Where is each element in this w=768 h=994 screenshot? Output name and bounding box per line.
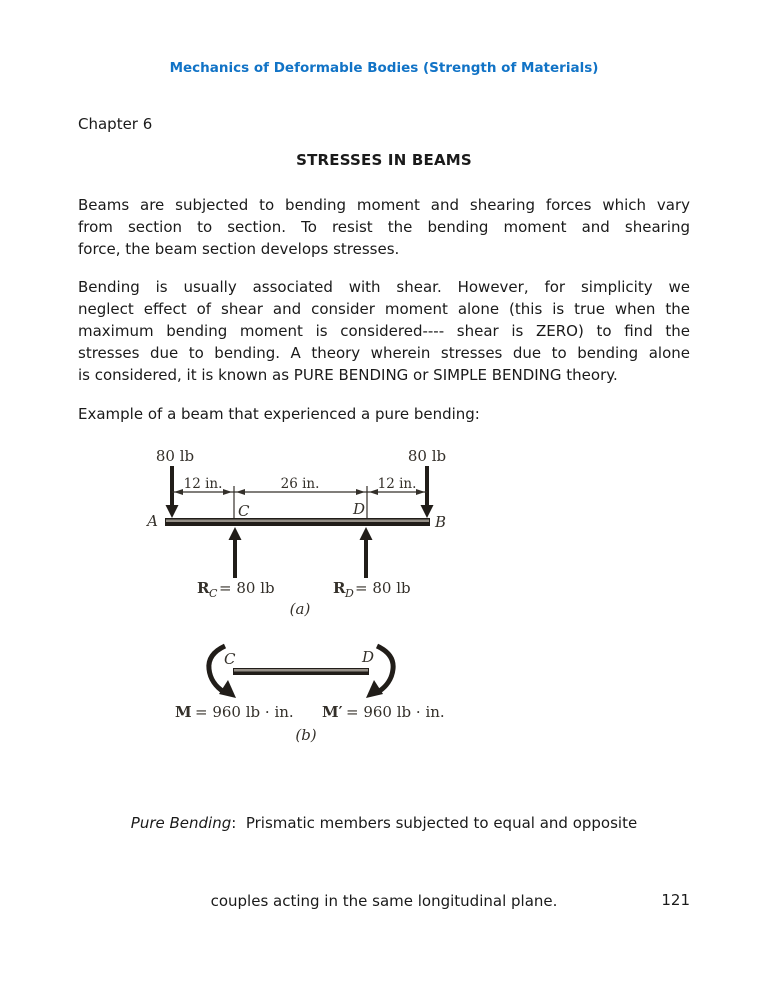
beam-figure (120, 438, 480, 750)
page-title: STRESSES IN BEAMS (296, 151, 472, 169)
paragraph-2-line: is considered, it is known as PURE BENDING or SIMPLE BENDING theory. (78, 366, 618, 384)
paragraph-1-line: force, the beam section develops stresses. (78, 240, 400, 258)
page-number: 121 (661, 891, 690, 909)
rd-value: = 80 lb (355, 579, 411, 597)
page-header: Mechanics of Deformable Bodies (Strength of Materials) (169, 60, 599, 76)
left-load-label: 80 lb (155, 447, 195, 465)
figure-caption-line2: couples acting in the same longitudinal plane. (210, 892, 558, 910)
m-value: = 960 lb · in. (195, 703, 294, 721)
rd-symbol: R (333, 579, 346, 597)
rc-subscript: C (209, 587, 218, 600)
m-prime-symbol: M′ (322, 703, 343, 721)
figure-caption-line1 (0, 810, 768, 836)
rc-symbol: R (197, 579, 210, 597)
moment-arc-right-icon (377, 646, 393, 692)
b-point-d-label: D (362, 648, 375, 666)
paragraph-1 (78, 194, 690, 260)
paragraph-1-line: from section to section. To resist the bending moment and shearing (78, 218, 690, 236)
left-load-arrowhead-icon (166, 505, 179, 518)
point-c-label: C (238, 502, 250, 520)
paragraph-2-line: Bending is usually associated with shear. However, for simplicity we (78, 278, 690, 296)
paragraph-2-line: neglect effect of shear and consider moment alone (this is true when the (78, 300, 690, 318)
figure-b (175, 646, 445, 744)
paragraph-2-line: maximum bending moment is considered---- shear is ZERO) to find the (78, 322, 690, 340)
dim-left-label: 12 in. (183, 476, 223, 492)
paragraph-2 (78, 276, 690, 386)
point-a-label: A (147, 512, 158, 530)
moment-arc-left-icon (209, 646, 225, 692)
beam-b-highlight (234, 669, 368, 672)
right-load-label: 80 lb (407, 447, 447, 465)
figure-a (145, 447, 446, 618)
chapter-label: Chapter 6 (78, 115, 153, 133)
m-prime-value: = 960 lb · in. (346, 703, 445, 721)
reaction-arrowhead-d-icon (360, 527, 373, 540)
caption-definition: : Prismatic members subjected to equal and opposite (231, 814, 638, 832)
right-load-arrowhead-icon (421, 505, 434, 518)
rc-value: = 80 lb (219, 579, 275, 597)
beam-a-highlight (166, 520, 429, 523)
dim-mid-label: 26 in. (280, 476, 320, 492)
paragraph-2-line: stresses due to bending. A theory wherein stresses due to bending alone (78, 344, 690, 362)
point-b-label: B (435, 513, 447, 531)
subfigure-a-label: (a) (289, 600, 311, 618)
dim-right-label: 12 in. (377, 476, 417, 492)
subfigure-b-label: (b) (295, 726, 317, 744)
caption-term: Pure Bending (130, 814, 232, 832)
beam-diagram-svg (120, 438, 480, 750)
point-d-label: D (353, 500, 366, 518)
rd-subscript: D (345, 587, 354, 600)
reaction-arrowhead-c-icon (229, 527, 242, 540)
figure-caption (0, 758, 768, 966)
paragraph-1-line: Beams are subjected to bending moment and shearing forces which vary (78, 196, 690, 214)
example-intro: Example of a beam that experienced a pure bending: (78, 405, 480, 423)
b-point-c-label: C (224, 650, 236, 668)
m-symbol: M (175, 703, 192, 721)
